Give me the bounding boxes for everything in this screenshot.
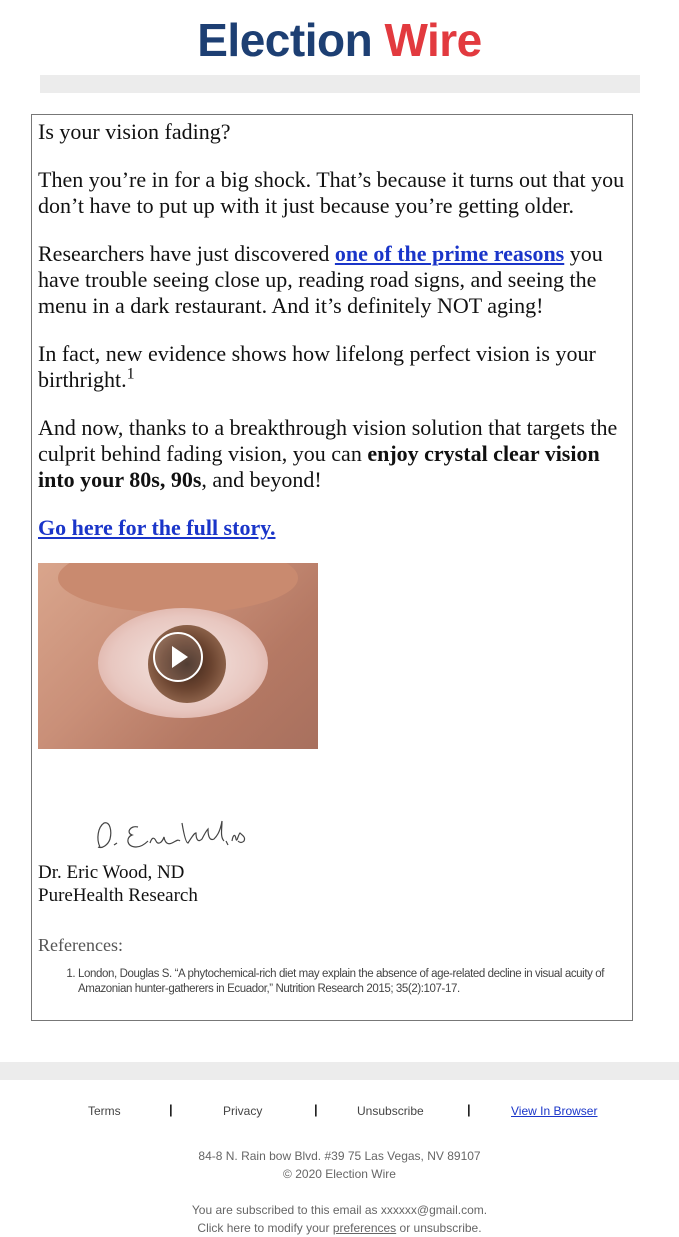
footer-subscribed: You are subscribed to this email as xxxxxx@gmail.com. bbox=[191, 1203, 488, 1217]
paragraph-5-bold: enjoy crystal clear vision into your 80s, 90s bbox=[38, 441, 600, 492]
privacy-link[interactable]: Privacy bbox=[223, 1104, 263, 1118]
brand-logo[interactable] bbox=[0, 10, 679, 70]
prime-reasons-link[interactable]: one of the prime reasons bbox=[334, 241, 565, 266]
header-divider bbox=[40, 75, 640, 93]
reference-item: 1. London, Douglas S. “A phytochemical-rich diet may explain the absence of age-related decline in visual acuity of Amazonian hunter-gatherers in Ecuador,” Nutrition Research 2015; 35(2):107-17. bbox=[78, 967, 618, 997]
logo-part-1: Election bbox=[197, 14, 373, 66]
footer-modify bbox=[0, 1221, 679, 1235]
sender-name: Dr. Eric Wood, ND bbox=[38, 862, 185, 883]
footer-modify-text: Click here to modify your bbox=[197, 1221, 333, 1235]
footer-divider bbox=[0, 1062, 679, 1080]
video-thumbnail[interactable] bbox=[38, 563, 318, 749]
paragraph-5-text-2: , and beyond! bbox=[201, 467, 322, 492]
paragraph-4 bbox=[38, 341, 626, 393]
view-in-browser-link[interactable]: View In Browser bbox=[511, 1104, 598, 1118]
unsubscribe-link[interactable]: Unsubscribe bbox=[357, 1104, 424, 1118]
paragraph-3-text: Researchers have just discovered bbox=[38, 241, 335, 266]
footer-copyright: © 2020 Election Wire bbox=[283, 1167, 396, 1181]
play-icon[interactable] bbox=[153, 632, 203, 682]
footnote-marker: 1 bbox=[126, 365, 135, 383]
paragraph-5 bbox=[38, 415, 626, 493]
finger-shape bbox=[58, 563, 298, 613]
sender-org: PureHealth Research bbox=[38, 885, 198, 906]
paragraph-5-text: And now, thanks to a breakthrough vision solution that targets the culprit behind fading vision, you can bbox=[38, 415, 618, 466]
paragraph-3-text-2: you have trouble seeing close up, reading road signs, and seeing the menu in a dark restaurant. And it’s definitely NOT aging! bbox=[38, 241, 603, 318]
preferences-link[interactable]: preferences bbox=[332, 1221, 397, 1235]
separator-1: | bbox=[169, 1102, 173, 1117]
intro-question: Is your vision fading? bbox=[38, 119, 231, 144]
separator-3: | bbox=[467, 1102, 471, 1117]
email-body bbox=[31, 114, 633, 1021]
footer-modify-text-2: or unsubscribe. bbox=[396, 1221, 482, 1235]
paragraph-3 bbox=[38, 241, 626, 319]
separator-2: | bbox=[314, 1102, 318, 1117]
references-title: References: bbox=[38, 935, 123, 955]
signature-image bbox=[92, 813, 252, 857]
paragraph-4-text: In fact, new evidence shows how lifelong perfect vision is your birthright. bbox=[38, 341, 596, 392]
footer-address: 84-8 N. Rain bow Blvd. #39 75 Las Vegas, NV 89107 bbox=[198, 1149, 481, 1163]
paragraph-2: Then you’re in for a big shock. That’s because it turns out that you don’t have to put up with it just because you’re getting older. bbox=[38, 167, 625, 218]
logo-part-2: Wire bbox=[384, 14, 482, 66]
terms-link[interactable]: Terms bbox=[88, 1104, 121, 1118]
cta-paragraph bbox=[38, 515, 626, 541]
references-list bbox=[38, 967, 618, 997]
full-story-link[interactable]: Go here for the full story. bbox=[38, 515, 276, 540]
sender-block bbox=[38, 861, 198, 907]
